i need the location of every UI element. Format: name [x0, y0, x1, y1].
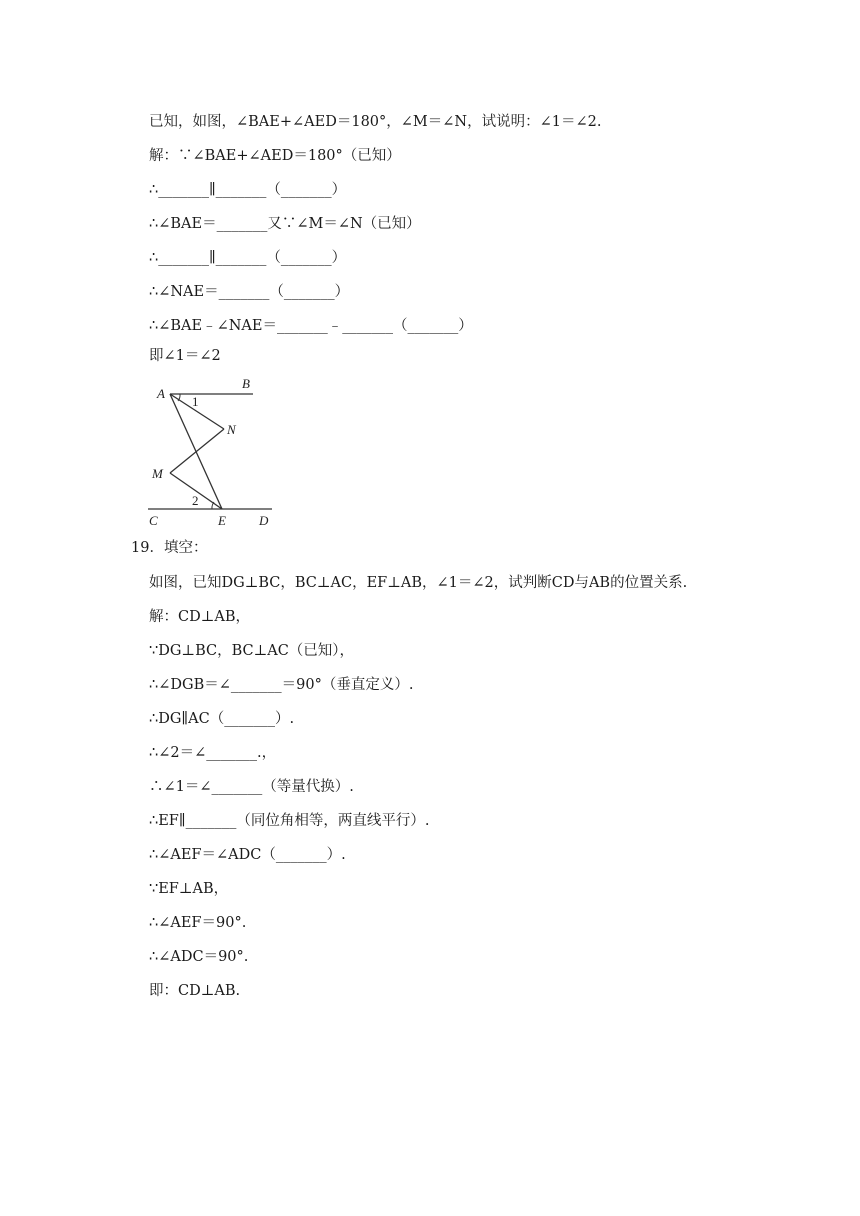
question-number: 19．填空： — [131, 540, 208, 556]
problem-19-step: ∴EF∥_______（同位角相等，两直线平行）. — [149, 813, 430, 829]
label-d: D — [259, 513, 269, 528]
problem-18-conclusion: 即∠1＝∠2 — [149, 348, 221, 364]
label-angle-1: 1 — [192, 394, 199, 409]
problem-19-step: ∴∠DGB＝∠_______＝90°（垂直定义）. — [149, 677, 414, 693]
problem-19-step: ∴∠ADC＝90°. — [149, 949, 249, 965]
problem-19-step: ∴∠2＝∠_______.， — [149, 745, 277, 761]
label-e: E — [218, 513, 226, 528]
problem-19-step: ∴∠AEF＝∠ADC（_______）. — [149, 847, 346, 863]
problem-18-step: ∴∠NAE＝_______（_______） — [149, 284, 350, 300]
problem-19-step: 解：CD⊥AB， — [149, 609, 250, 625]
problem-19-step: ∵EF⊥AB， — [149, 881, 229, 897]
problem-18-step: ∴_______∥_______（_______） — [149, 182, 347, 198]
problem-18-statement: 已知，如图，∠BAE+∠AED＝180°，∠M＝∠N，试说明：∠1＝∠2. — [149, 114, 602, 130]
problem-18-step: ∴∠BAE＝_______又∵∠M＝∠N（已知） — [149, 216, 421, 232]
problem-19-step: ∵DG⊥BC，BC⊥AC（已知）， — [149, 643, 355, 659]
segment-nm-short — [170, 429, 224, 473]
geometry-figure — [146, 374, 276, 530]
label-b: B — [242, 376, 250, 391]
label-m: M — [152, 466, 163, 481]
label-angle-2: 2 — [192, 493, 199, 508]
problem-18-step: ∴∠BAE﹣∠NAE＝_______﹣_______（_______） — [149, 318, 473, 334]
label-n: N — [227, 422, 236, 437]
problem-19-step: ∴DG∥AC（_______）. — [149, 711, 295, 727]
label-a: A — [157, 386, 165, 401]
problem-19-step: ∴∠1＝∠_______（等量代换）. — [149, 779, 354, 795]
angle-2-arc — [212, 502, 214, 509]
problem-19-statement: 如图，已知DG⊥BC，BC⊥AC，EF⊥AB，∠1＝∠2，试判断CD与AB的位置关系. — [149, 575, 688, 591]
problem-18-step: ∴_______∥_______（_______） — [149, 250, 347, 266]
problem-18-step: 解：∵∠BAE+∠AED＝180°（已知） — [149, 148, 401, 164]
problem-19-conclusion: 即：CD⊥AB. — [149, 983, 241, 999]
label-c: C — [149, 513, 158, 528]
problem-19-step: ∴∠AEF＝90°. — [149, 915, 247, 931]
